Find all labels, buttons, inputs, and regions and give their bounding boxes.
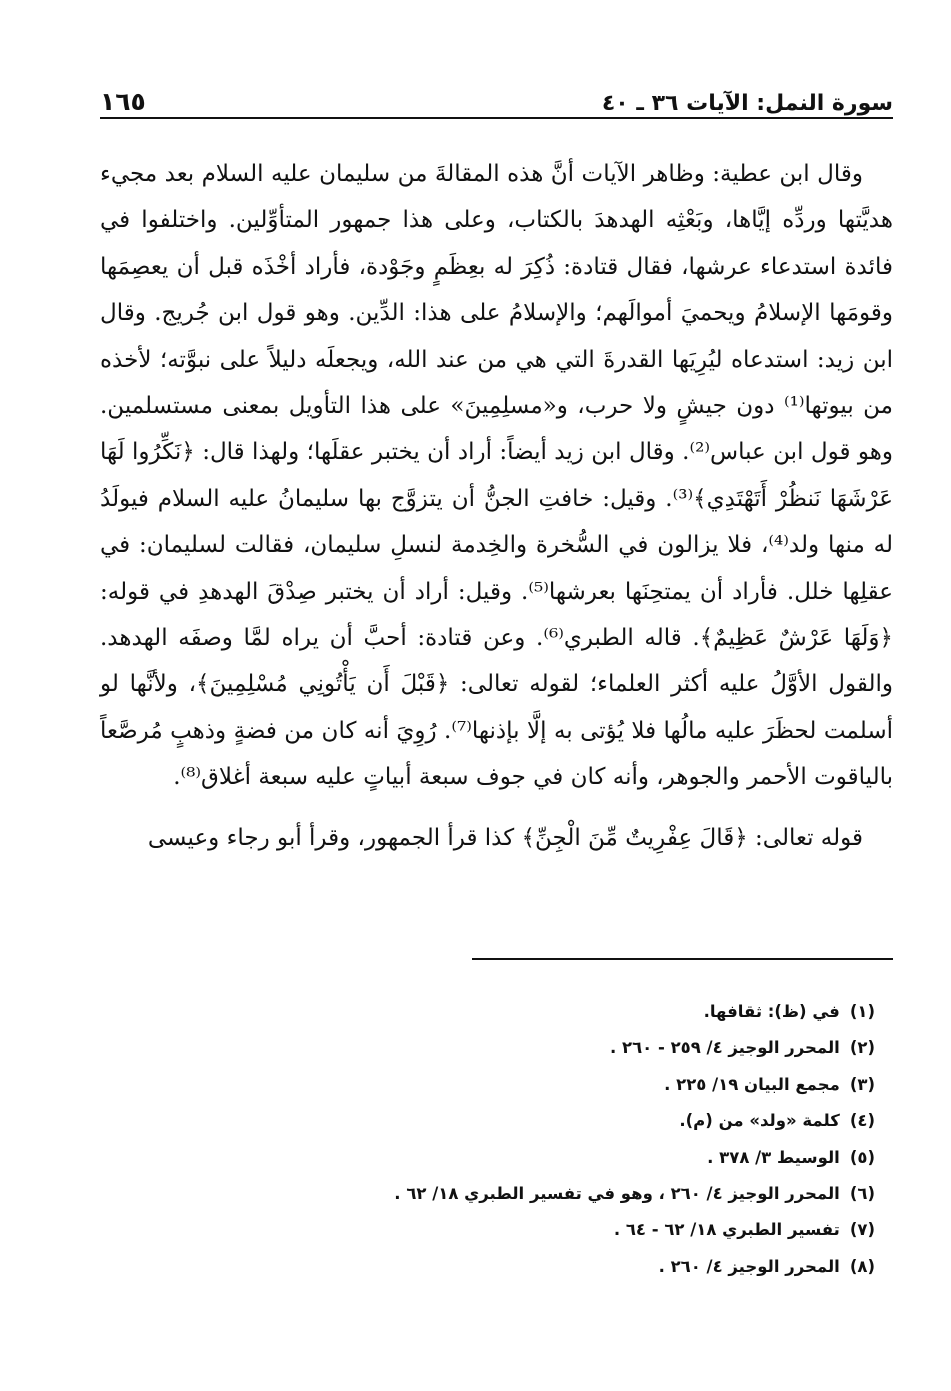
footnote [100, 1067, 875, 1103]
footnote-number: (٤) [849, 1111, 875, 1131]
footnote [100, 1030, 875, 1066]
footnote [100, 1103, 875, 1139]
footnote-number: (٦) [849, 1184, 875, 1204]
footnote-text: مجمع البيان ١٩/ ٢٢٥ . [664, 1074, 840, 1094]
main-text [100, 151, 893, 861]
footnote-number: (٣) [849, 1074, 875, 1094]
header-rule [100, 117, 893, 119]
footnote-text: تفسير الطبري ١٨/ ٦٢ - ٦٤ . [613, 1220, 840, 1240]
footnote-text: كلمة «ولد» من (م). [679, 1111, 840, 1131]
footnote-number: (٢) [849, 1038, 875, 1058]
footnote-number: (٥) [849, 1147, 875, 1167]
footnote [100, 1176, 875, 1212]
footnote-text: الوسيط ٣/ ٣٧٨ . [707, 1147, 840, 1167]
footnote-number: (٧) [849, 1220, 875, 1240]
footnote-text: في (ظ): ثقافها. [703, 1002, 840, 1021]
paragraph: قوله تعالى: ﴿قَالَ عِفْرِيتٌ مِّنَ الْجِنِّ﴾ كذا قرأ الجمهور، وقرأ أبو رجاء وعيسى [147, 824, 863, 851]
footnote-text: المحرر الوجيز ٤/ ٢٥٩ - ٢٦٠ . [610, 1038, 840, 1058]
footnote-number: (٨) [849, 1256, 875, 1276]
footnote [100, 1212, 875, 1248]
paragraph: وقال ابن عطية: وظاهر الآيات أنَّ هذه المقالةَ من سليمان عليه السلام بعد مجيء هديَّتها وردِّه إيَّاها، وبَعْثِه الهدهدَ بالكتاب، وعلى هذا جمهور المتأوِّلين. واختلفوا في فائدة استدعاء عرشها، فقال قتادة: ذُكِرَ له بعِظَمٍ وجَوْدة، فأراد أخْذَه قبل أن يعصِمَها وقومَها الإسلامُ ويحميَ أموالَهم؛ والإسلامُ على هذا: الدِّين. وهو قول ابن جُريج. وقال ابن زيد: استدعاه ليُرِيَها القدرةَ التي هي من عند الله، ويجعلَه دليلاً على نبوَّته؛ لأخذه من بيوتها⁽¹⁾ دون جيشٍ ولا حرب، و«مسلِمِينَ» على هذا التأويل بمعنى مستسلمين. وهو قول ابن عباس⁽²⁾. وقال ابن زيد أيضاً: أراد أن يختبر عقلَها؛ ولهذا قال: ﴿نَكِّرُوا لَهَا عَرْشَهَا نَنظُرْ أَتَهْتَدِي﴾⁽³⁾. وقيل: خافتِ الجنُّ أن يتزوَّج بها سليمانُ عليه السلام فيولَدُ له منها ولد⁽⁴⁾، فلا يزالون في السُّخرة والخِدمة لنسلِ سليمان، فقالت لسليمان: في عقلِها خلل. فأراد أن يمتحِنَها بعرشها⁽⁵⁾. وقيل: أراد أن يختبر صِدْقَ الهدهدِ في قوله: ﴿وَلَهَا عَرْشٌ عَظِيمٌ﴾. قاله الطبري⁽⁶⁾. وعن قتادة: أحبَّ أن يراه لمَّا وصفَه الهدهد. والقول الأوَّلُ عليه أكثر العلماء؛ لقوله تعالى: ﴿قَبْلَ أَن يَأْتُونِي مُسْلِمِينَ﴾، ولأنَّها لو أسلمت لحظَرَ عليه مالُها فلا يُؤتى به إلَّا بإذنها⁽⁷⁾. رُوِيَ أنه كان من فضةٍ وذهبٍ مُرصَّعاً بالياقوت الأحمر والجوهر، وأنه كان في جوف سبعة أبياتٍ عليه سبعة أغلاق⁽⁸⁾. [100, 161, 894, 791]
footnote [100, 1249, 875, 1285]
footnote-rule [472, 958, 893, 960]
footnote [100, 994, 875, 1030]
page-number: ١٦٥ [100, 87, 146, 116]
footnote-text: المحرر الوجيز ٤/ ٢٦٠ . [658, 1256, 840, 1276]
footnotes-list [100, 994, 875, 1285]
running-header [100, 72, 893, 116]
footnote [100, 1140, 875, 1176]
footnote-text: المحرر الوجيز ٤/ ٢٦٠ ، وهو في تفسير الطبري ١٨/ ٦٢ . [394, 1184, 840, 1204]
header-title: سورة النمل: الآيات ٣٦ ـ ٤٠ [601, 91, 893, 116]
footnote-number: (١) [849, 1002, 875, 1021]
